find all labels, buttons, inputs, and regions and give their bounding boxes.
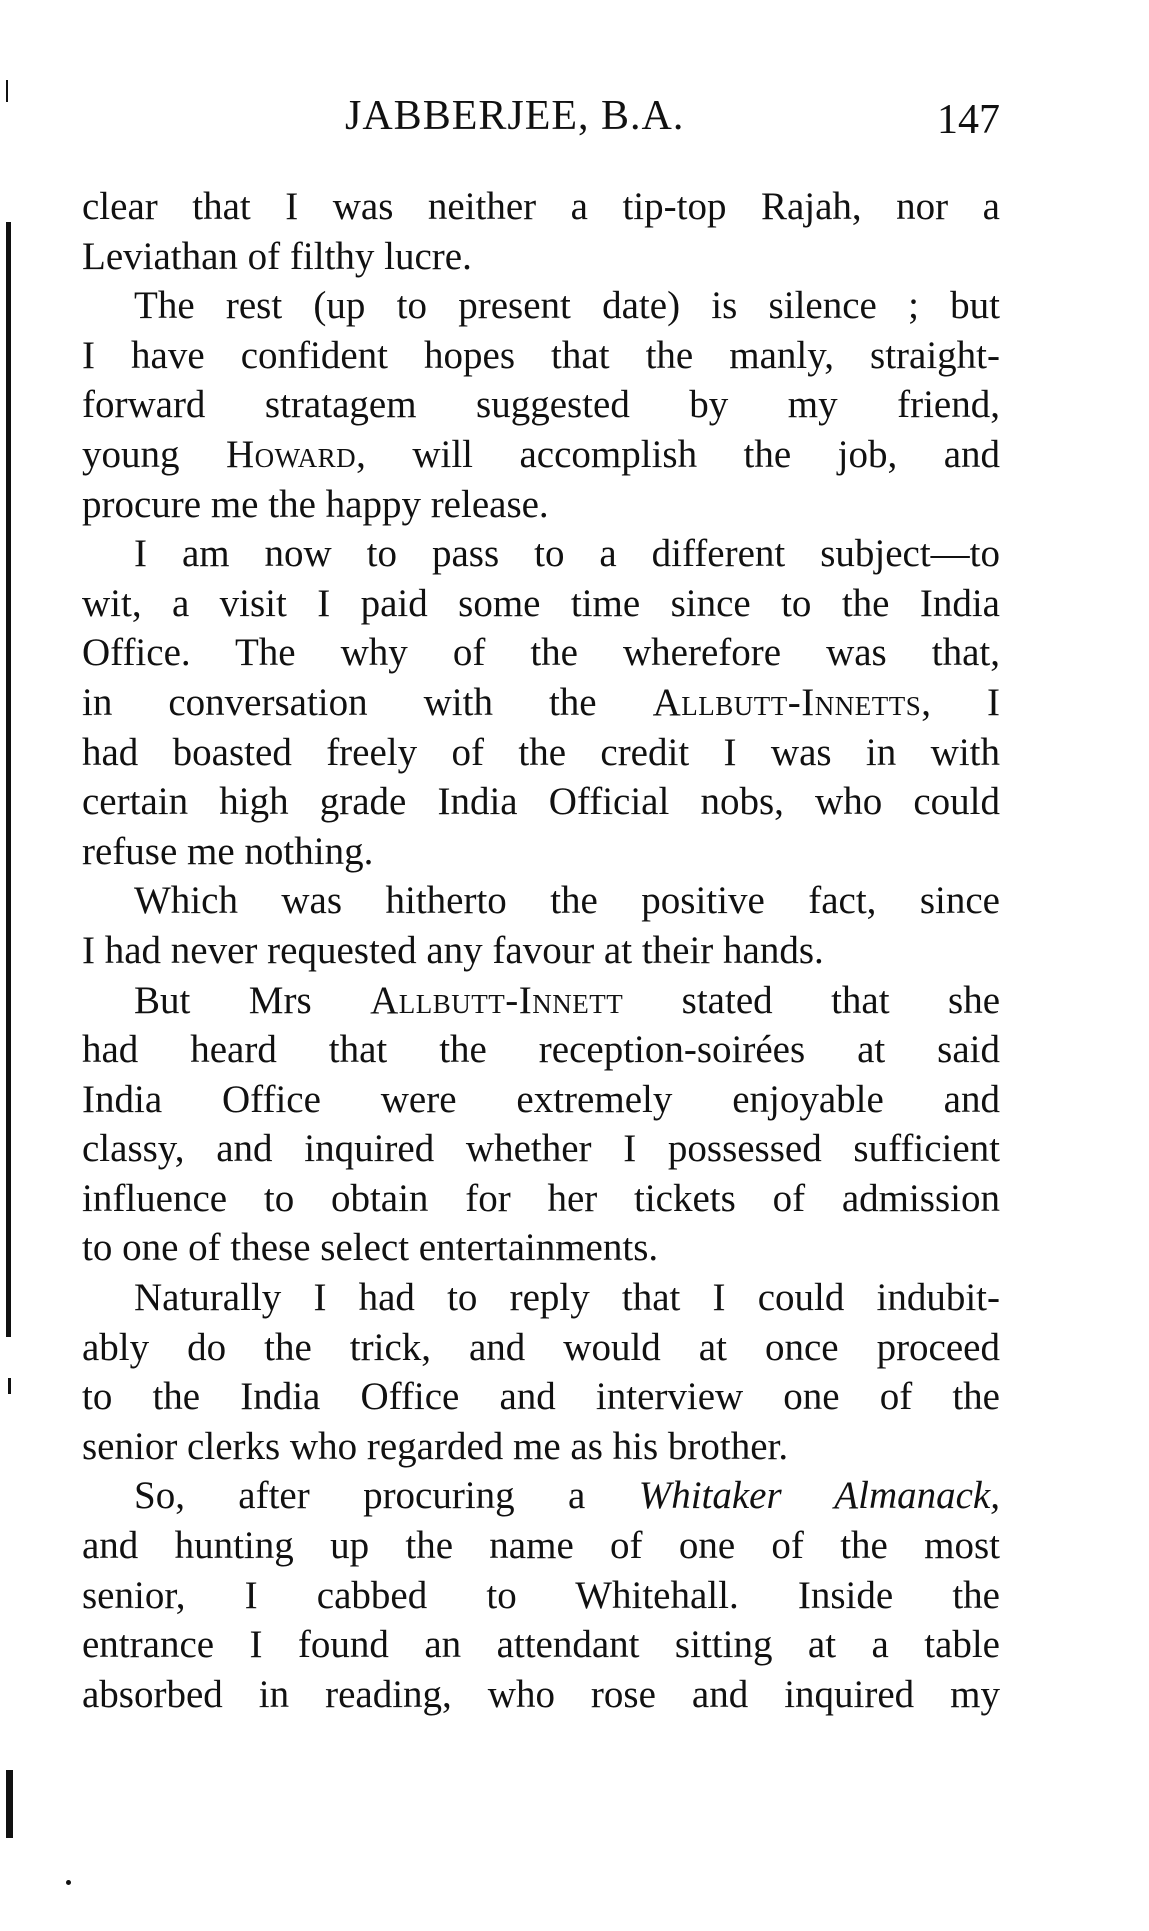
text-line xyxy=(82,628,1000,678)
text-segment: refuse me nothing. xyxy=(82,829,374,873)
text-segment: had boasted freely of the credit I was in with xyxy=(82,730,1000,774)
text-line xyxy=(82,232,1000,282)
gutter-tick-top xyxy=(6,80,8,102)
text-segment: ably do the trick, and would at once proceed xyxy=(82,1325,1000,1369)
text-line xyxy=(82,728,1000,778)
text-line xyxy=(82,579,1000,629)
text-line xyxy=(82,529,1000,579)
text-segment: influence to obtain for her tickets of admission xyxy=(82,1176,1000,1220)
text-segment: procure me the happy release. xyxy=(82,482,549,526)
text-line xyxy=(82,1025,1000,1075)
text-line xyxy=(82,876,1000,926)
text-line xyxy=(82,777,1000,827)
text-segment: I have confident hopes that the manly, straight- xyxy=(82,333,1000,377)
text-line xyxy=(82,827,1000,877)
italic-title: Whitaker Almanack, xyxy=(638,1474,1000,1518)
text-line xyxy=(82,1372,1000,1422)
text-line xyxy=(82,678,1000,728)
text-line xyxy=(82,1620,1000,1670)
text-segment: I had never requested any favour at their hands. xyxy=(82,928,824,972)
text-segment: Naturally I had to reply that I could indubit- xyxy=(134,1276,1000,1320)
text-segment: stated that she xyxy=(623,978,1000,1022)
text-segment: India Office were extremely enjoyable and xyxy=(82,1077,1000,1121)
small-caps-name: Allbutt-Innett xyxy=(370,978,624,1022)
page-number: 147 xyxy=(937,97,1000,143)
text-segment: absorbed in reading, who rose and inquired my xyxy=(82,1672,1000,1716)
text-line xyxy=(82,1323,1000,1373)
text-line xyxy=(82,926,1000,976)
text-segment: But Mrs xyxy=(134,978,371,1022)
text-segment: , I xyxy=(921,680,1000,724)
gutter-dot xyxy=(66,1880,71,1885)
gutter-shadow-strip xyxy=(6,222,11,1337)
text-segment: wit, a visit I paid some time since to the India xyxy=(82,581,1000,625)
text-line xyxy=(82,430,1000,480)
text-segment: Which was hitherto the positive fact, since xyxy=(134,879,1000,923)
running-head xyxy=(80,92,1000,152)
text-segment: clear that I was neither a tip-top Rajah, nor a xyxy=(82,185,1000,228)
text-line xyxy=(82,281,1000,331)
text-segment: to the India Office and interview one of the xyxy=(82,1375,1000,1419)
text-segment: in conversation with the xyxy=(82,680,653,724)
gutter-tick-middle xyxy=(8,1378,11,1394)
text-segment: The rest (up to present date) is silence ; but xyxy=(134,284,1000,328)
small-caps-name: Howard xyxy=(225,432,357,476)
text-segment: senior, I cabbed to Whitehall. Inside the xyxy=(82,1573,1000,1617)
text-segment: Leviathan of filthy lucre. xyxy=(82,234,472,278)
text-line xyxy=(82,1223,1000,1273)
gutter-tick-bottom xyxy=(6,1770,13,1838)
text-line xyxy=(82,331,1000,381)
text-line xyxy=(82,1471,1000,1521)
text-line xyxy=(82,976,1000,1026)
text-line xyxy=(82,1174,1000,1224)
text-line xyxy=(82,1273,1000,1323)
text-segment: certain high grade India Official nobs, who could xyxy=(82,780,1000,824)
text-segment: entrance I found an attendant sitting at a table xyxy=(82,1623,1000,1667)
text-line xyxy=(82,380,1000,430)
text-segment: senior clerks who regarded me as his brother. xyxy=(82,1424,789,1468)
small-caps-name: Allbutt-Innetts xyxy=(652,680,922,724)
text-line xyxy=(82,1521,1000,1571)
body-text xyxy=(82,182,1000,1719)
text-segment: Office. The why of the wherefore was that, xyxy=(82,631,1000,675)
text-line xyxy=(82,1075,1000,1125)
running-title: JABBERJEE, B.A. xyxy=(345,93,685,139)
text-segment: young xyxy=(82,432,226,476)
text-segment: So, after procuring a xyxy=(134,1474,639,1518)
text-line xyxy=(82,1670,1000,1720)
text-line xyxy=(82,182,1000,232)
text-segment: forward stratagem suggested by my friend, xyxy=(82,383,1000,427)
text-segment: , will accomplish the job, and xyxy=(356,432,1001,476)
text-segment: had heard that the reception-soirées at said xyxy=(82,1028,1000,1072)
text-segment: and hunting up the name of one of the most xyxy=(82,1524,1000,1568)
text-line xyxy=(82,1422,1000,1472)
text-line xyxy=(82,1124,1000,1174)
text-line xyxy=(82,1571,1000,1621)
text-segment: classy, and inquired whether I possessed sufficient xyxy=(82,1127,1000,1171)
text-segment: to one of these select entertainments. xyxy=(82,1226,659,1270)
text-line xyxy=(82,480,1000,530)
text-segment: I am now to pass to a different subject—to xyxy=(134,532,1000,576)
